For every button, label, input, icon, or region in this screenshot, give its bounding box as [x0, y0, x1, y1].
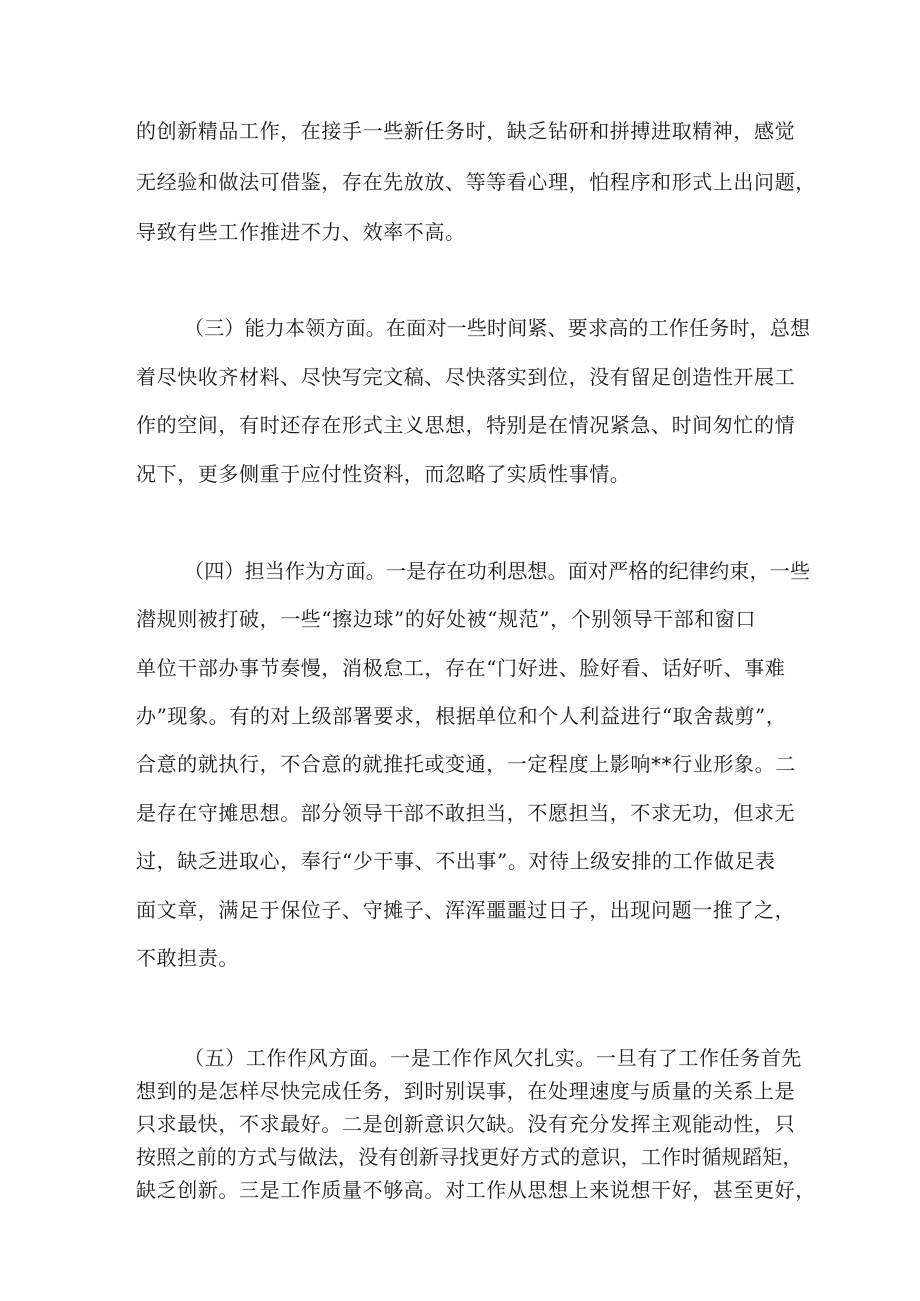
- text-line: 合意的就执行，不合意的就推托或变通，一定程度上影响**行业形象。二: [136, 752, 796, 776]
- text-line: 的创新精品工作，在接手一些新任务时，缺乏钻研和拼搏进取精神，感觉: [136, 119, 796, 143]
- text-line: （三）能力本领方面。在面对一些时间紧、要求高的工作任务时，总想: [184, 316, 811, 340]
- text-line: 办”现象。有的对上级部署要求，根据单位和个人利益进行“取舍裁剪”，: [136, 704, 787, 728]
- text-line: 作的空间，有时还存在形式主义思想，特别是在情况紧急、时间匆忙的情: [136, 413, 796, 437]
- text-line: 单位干部办事节奏慢，消极怠工，存在“门好进、脸好看、话好听、事难: [136, 656, 786, 680]
- text-line: 只求最快，不求最好。二是创新意识欠缺。没有充分发挥主观能动性，只: [136, 1112, 796, 1136]
- text-line: 着尽快收齐材料、尽快写完文稿、尽快落实到位，没有留足创造性开展工: [136, 365, 796, 389]
- text-line: 潜规则被打破，一些“擦边球”的好处被“规范”，个别领导干部和窗口: [136, 607, 757, 631]
- text-line: 无经验和做法可借鉴，存在先放放、等等看心理，怕程序和形式上出问题，: [136, 170, 816, 194]
- text-line: 导致有些工作推进不力、效率不高。: [136, 220, 466, 244]
- text-line: 缺乏创新。三是工作质量不够高。对工作从思想上来说想干好，甚至更好，: [136, 1178, 816, 1202]
- text-line: 想到的是怎样尽快完成任务，到时别误事，在处理速度与质量的关系上是: [136, 1079, 796, 1103]
- text-line: 不敢担责。: [136, 946, 239, 970]
- text-line: 过，缺乏进取心，奉行“少干事、不出事”。对待上级安排的工作做足表: [136, 849, 776, 873]
- text-line: 况下，更多侧重于应付性资料，而忽略了实质性事情。: [136, 462, 631, 486]
- text-line: 是存在守摊思想。部分领导干部不敢担当，不愿担当，不求无功，但求无: [136, 801, 796, 825]
- text-line: （四）担当作为方面。一是存在功利思想。面对严格的纪律约束，一些: [184, 559, 811, 583]
- text-line: 按照之前的方式与做法，没有创新寻找更好方式的意识，工作时循规蹈矩，: [136, 1145, 803, 1169]
- text-line: （五）工作作风方面。一是工作作风欠扎实。一旦有了工作任务首先: [184, 1046, 802, 1070]
- text-line: 面文章，满足于保位子、守摊子、浑浑噩噩过日子，出现问题一推了之，: [136, 898, 796, 922]
